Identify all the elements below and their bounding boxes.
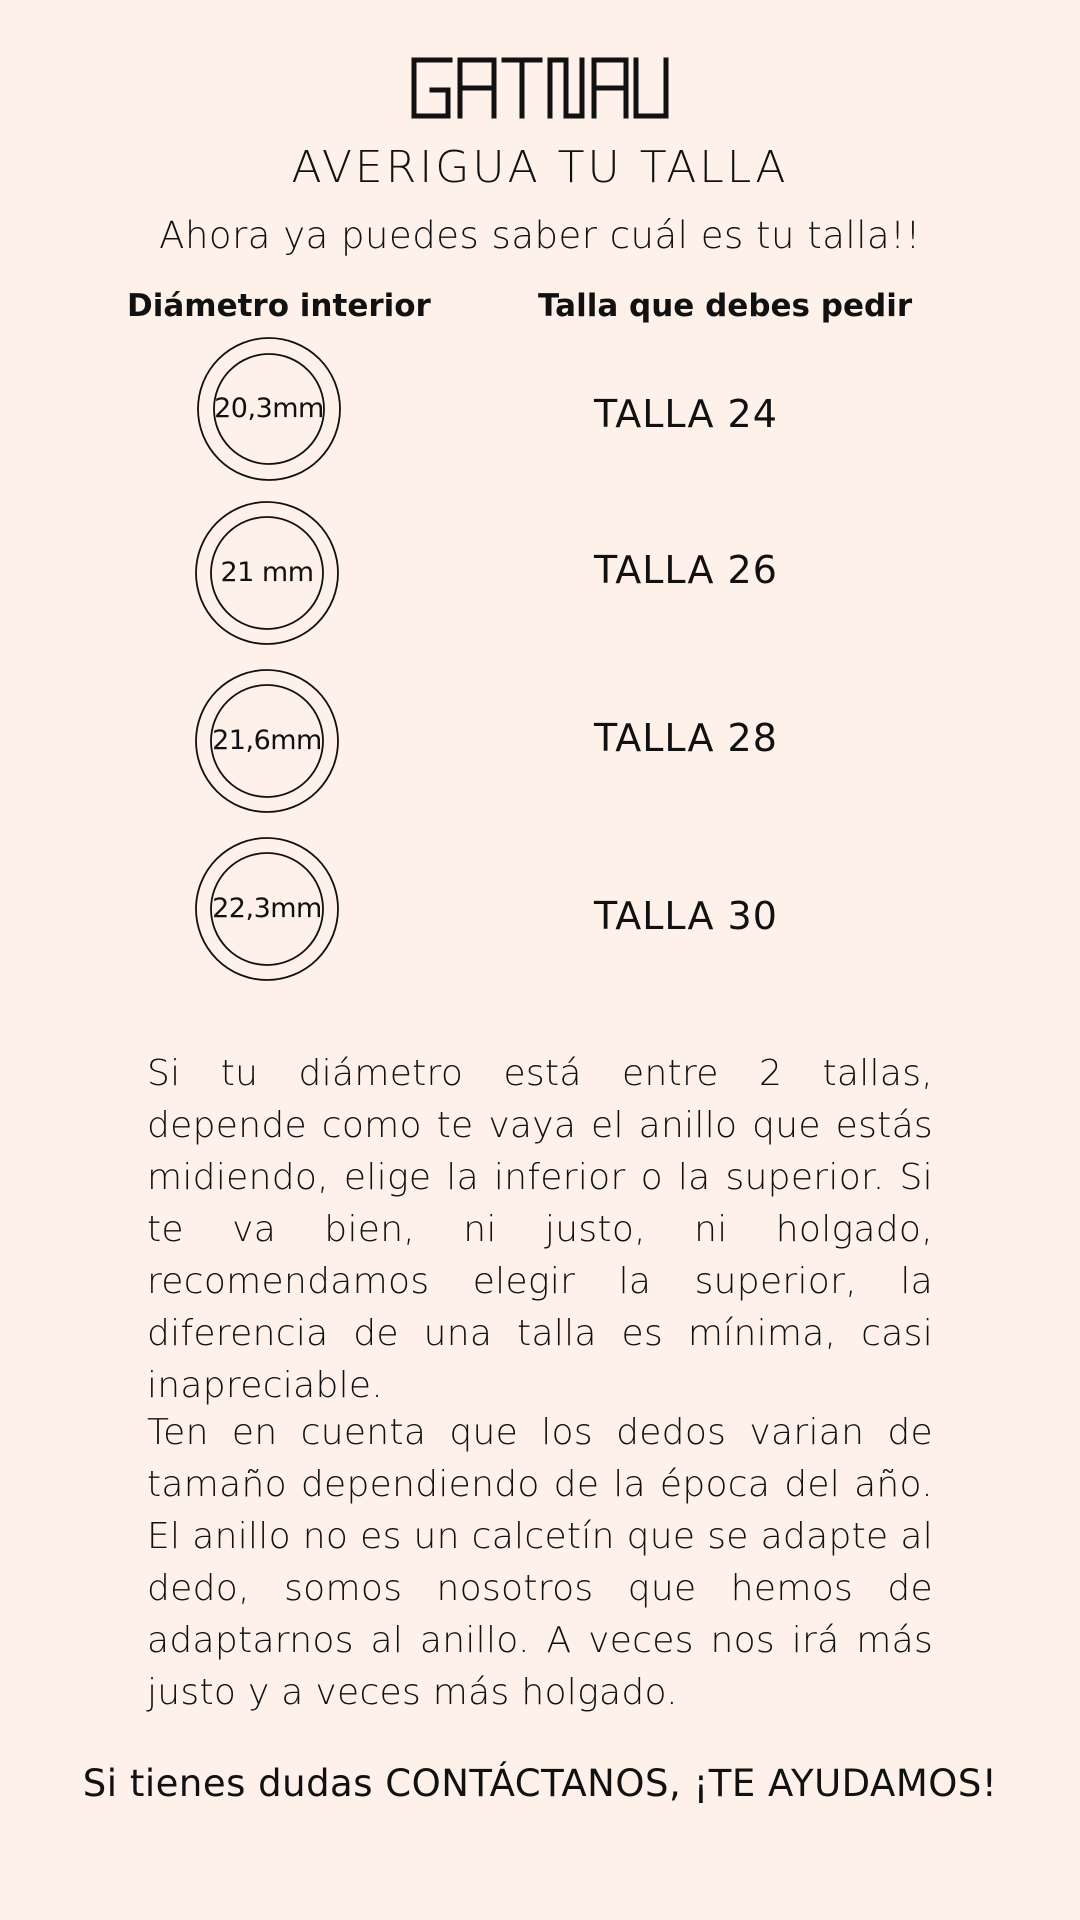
page-title: AVERIGUA TU TALLA (291, 142, 789, 193)
contact-call-to-action: Si tienes dudas CONTÁCTANOS, ¡TE AYUDAMOS! (82, 1762, 998, 1805)
diameter-value: 22,3mm (212, 893, 322, 924)
size-row (0, 836, 1080, 986)
ring-icon (194, 500, 340, 646)
column-header-size: Talla que debes pedir (538, 288, 913, 324)
size-value: TALLA 30 (594, 894, 778, 938)
size-row (0, 500, 1080, 650)
size-value: TALLA 26 (594, 548, 778, 592)
size-row (0, 336, 1080, 486)
ring-icon (196, 336, 342, 482)
column-header-diameter: Diámetro interior (127, 288, 431, 324)
size-row (0, 668, 1080, 818)
diameter-value: 21 mm (220, 557, 314, 588)
page-subtitle: Ahora ya puedes saber cuál es tu talla!! (159, 214, 921, 257)
brand-logo-wordmark (410, 56, 670, 120)
diameter-value: 21,6mm (212, 725, 322, 756)
brand-logo (0, 56, 1080, 120)
size-value: TALLA 28 (594, 716, 778, 760)
advice-paragraph-between-sizes: Si tu diámetro está entre 2 tallas, depende como te vaya el anillo que estás midiendo, elige la inferior o la superior. Si te va bien, ni justo, ni holgado, recomendamos elegir la superior, la diferencia de una talla es mínima, casi inapreciable. (147, 1053, 933, 1406)
ring-icon (194, 836, 340, 982)
diameter-value: 20,3mm (214, 393, 324, 424)
size-value: TALLA 24 (594, 392, 778, 436)
ring-icon (194, 668, 340, 814)
advice-paragraph-finger-variation: Ten en cuenta que los dedos varian de tamaño dependiendo de la época del año. El anillo no es un calcetín que se adapte al dedo, somos nosotros que hemos de adaptarnos al anillo. A veces nos irá más justo y a veces más holgado. (147, 1412, 933, 1713)
